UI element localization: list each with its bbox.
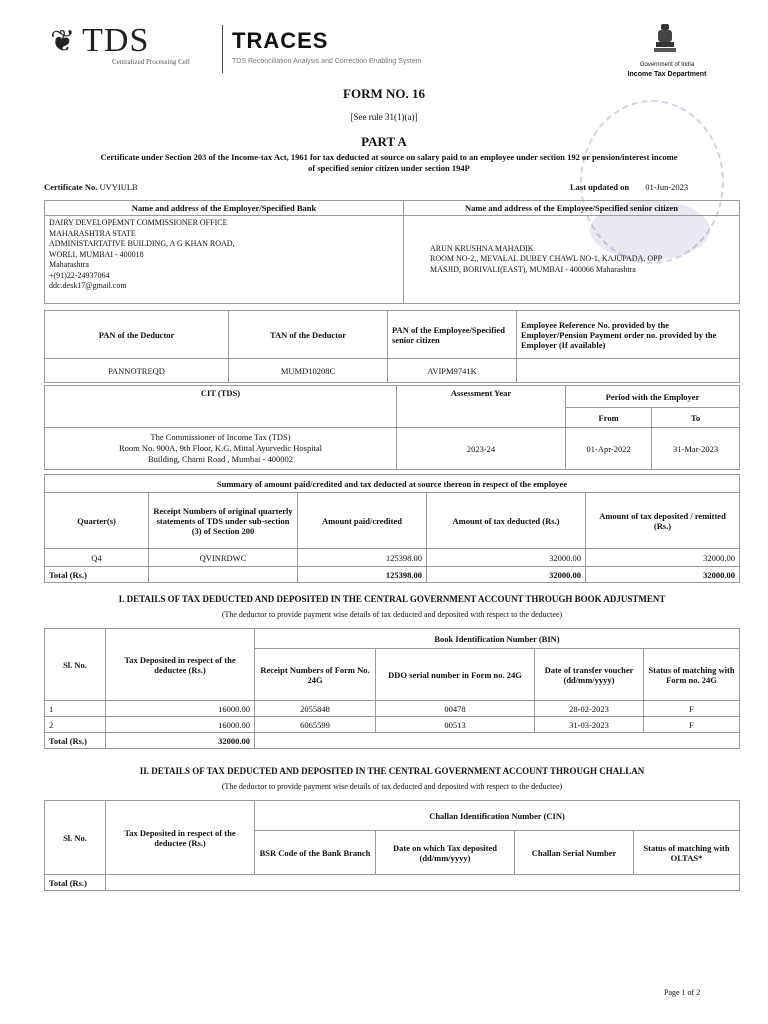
- cin-total-label: Total (Rs.): [45, 875, 106, 891]
- certificate-no-value: UVYIULB: [99, 182, 138, 192]
- total-row: [45, 875, 740, 891]
- tax-deposited-value: 32000.00: [586, 549, 740, 567]
- total-label: Total (Rs.): [45, 567, 149, 583]
- cin-header: Challan Identification Number (CIN): [255, 801, 740, 831]
- quarter-value: Q4: [45, 549, 149, 567]
- employer-line: ddc.desk17@gmail.com: [49, 281, 127, 290]
- cit-line: Room No. 900A, 9th Floor, K.G. Mittal Ayurvedic Hospital: [118, 443, 323, 453]
- part-a-title: PART A: [361, 134, 407, 149]
- certificate-line-2: of specified senior citizen under section 194P: [308, 163, 470, 173]
- assessment-year-header: Assessment Year: [397, 386, 566, 428]
- cin-total-empty: [106, 875, 740, 891]
- bin-header: Book Identification Number (BIN): [255, 629, 740, 649]
- emblem-icon: [652, 22, 678, 56]
- tax-deducted-header: Amount of tax deducted (Rs.): [427, 493, 586, 549]
- summary-table: [44, 474, 740, 583]
- last-updated: [570, 182, 688, 192]
- tds-logo-subtitle: Centralized Processing Cell: [112, 58, 190, 66]
- bin-status: F: [644, 701, 740, 717]
- cit-line: Building, Charni Road , Mumbai - 400002: [148, 454, 293, 464]
- form-rule: [See rule 31(1)(a)]: [350, 112, 418, 122]
- employer-line: +(91)22-24937064: [49, 270, 110, 280]
- employer-line: MAHARASHTRA STATE: [49, 228, 136, 238]
- total-deposited: 32000.00: [586, 567, 740, 583]
- cin-slno-header: Sl. No.: [45, 801, 106, 875]
- quarter-header: Quarter(s): [45, 493, 149, 549]
- bin-tax: 16000.00: [106, 701, 255, 717]
- cin-status-header: Status of matching with OLTAS*: [634, 831, 740, 875]
- section2-subtitle: (The deductor to provide payment wise details of tax deducted and deposited with respect to the deductee): [221, 782, 563, 791]
- cin-tax-header: Tax Deposited in respect of the deductee (Rs.): [106, 801, 255, 875]
- receipt-header: Receipt Numbers of original quarterly statements of TDS under sub-section (3) of Section 200: [149, 493, 298, 549]
- receipt-value: QVINRDWC: [149, 549, 298, 567]
- page-number: Page 1 of 2: [664, 988, 701, 997]
- tds-logo: [50, 22, 149, 60]
- employee-line: MASJID, BORIVALI(EAST), MUMBAI - 400066 Maharashtra: [430, 264, 636, 274]
- traces-subtitle: TDS Reconciliation Analysis and Correction Enabling System: [232, 58, 422, 65]
- employee-line: ARUN KRUSHNA MAHADIK: [430, 243, 534, 253]
- bin-slno: 1: [45, 701, 106, 717]
- bin-slno: 2: [45, 717, 106, 733]
- bin-total-label: Total (Rs.): [45, 733, 106, 749]
- tax-deposited-header: Amount of tax deposited / remitted (Rs.): [586, 493, 740, 549]
- employee-header: Name and address of the Employee/Specified senior citizen: [404, 201, 740, 216]
- period-to-value: 31-Mar-2023: [652, 428, 740, 470]
- pan-employee-header: PAN of the Employee/Specified senior citizen: [388, 311, 517, 359]
- cin-bsr-header: BSR Code of the Bank Branch: [255, 831, 376, 875]
- certificate-heading: [44, 152, 734, 174]
- pan-table: [44, 310, 740, 383]
- header-divider: [222, 25, 223, 73]
- total-row: [45, 733, 740, 749]
- income-tax-dept-text: Income Tax Department: [627, 71, 707, 78]
- amount-paid-header: Amount paid/credited: [298, 493, 427, 549]
- period-header: Period with the Employer: [566, 386, 740, 408]
- book-adjustment-table: [44, 628, 740, 749]
- period-from-value: 01-Apr-2022: [566, 428, 652, 470]
- cit-line: The Commissioner of Income Tax (TDS): [150, 432, 291, 442]
- last-updated-value: 01-Jun-2023: [645, 182, 689, 192]
- employer-employee-table: [44, 200, 740, 304]
- employer-address: [45, 216, 404, 304]
- assessment-year-value: 2023-24: [397, 428, 566, 470]
- total-deducted: 32000.00: [427, 567, 586, 583]
- table-row: [45, 549, 740, 567]
- total-amount: 125398.00: [298, 567, 427, 583]
- employee-line: ROOM NO-2,, MEVALAL DUBEY CHAWL NO-1, KAJUPADA, OPP: [430, 254, 663, 264]
- bin-ddo-header: DDO serial number in Form no. 24G: [376, 649, 535, 701]
- pan-employee-value: AVIPM9741K: [388, 359, 517, 383]
- bin-total-empty: [255, 733, 740, 749]
- cit-header: CIT (TDS): [45, 386, 397, 428]
- tan-deductor-header: TAN of the Deductor: [229, 311, 388, 359]
- bin-tax: 16000.00: [106, 717, 255, 733]
- section1-subtitle: (The deductor to provide payment wise details of tax deducted and deposited with respect to the deductee): [221, 610, 563, 619]
- table-row: [45, 701, 740, 717]
- bin-receipt: 6065599: [255, 717, 376, 733]
- last-updated-label: Last updated on: [570, 182, 630, 192]
- total-receipt-cell: [149, 567, 298, 583]
- employee-ref-value: [517, 359, 740, 383]
- tds-logo-icon: ❦: [50, 25, 77, 58]
- certificate-no-label: Certificate No.: [44, 182, 98, 192]
- summary-title: Summary of amount paid/credited and tax deducted at source thereon in respect of the employee: [45, 475, 740, 493]
- cin-serial-header: Challan Serial Number: [515, 831, 634, 875]
- bin-date: 31-03-2023: [535, 717, 644, 733]
- form-title: FORM NO. 16: [343, 86, 425, 101]
- bin-slno-header: Sl. No.: [45, 629, 106, 701]
- bin-status: F: [644, 717, 740, 733]
- employer-line: Maharashtra: [49, 260, 89, 269]
- tan-deductor-value: MUMD10208C: [229, 359, 388, 383]
- challan-table: [44, 800, 740, 891]
- total-row: [45, 567, 740, 583]
- pan-deductor-value: PANNOTREQD: [45, 359, 229, 383]
- employer-header: Name and address of the Employer/Specified Bank: [45, 201, 404, 216]
- bin-date: 28-02-2023: [535, 701, 644, 717]
- tax-deducted-value: 32000.00: [427, 549, 586, 567]
- cin-date-header: Date on which Tax deposited (dd/mm/yyyy): [376, 831, 515, 875]
- traces-title: TRACES: [232, 28, 329, 53]
- certificate-line-1: Certificate under Section 203 of the Income-tax Act, 1961 for tax deducted at source on salary paid to an employee under section 192 or pension/interest income: [100, 152, 678, 162]
- employer-line: ADMINISTARTATIVE BUILDING, A G KHAN ROAD,: [49, 239, 235, 248]
- bin-tax-header: Tax Deposited in respect of the deductee (Rs.): [106, 629, 255, 701]
- section1-title: I. DETAILS OF TAX DEDUCTED AND DEPOSITED IN THE CENTRAL GOVERNMENT ACCOUNT THROUGH BOOK ADJUSTMENT: [118, 594, 666, 604]
- employee-ref-header: Employee Reference No. provided by the Employer/Pension Payment order no. provided by the Employer (If available): [517, 311, 740, 359]
- period-to-header: To: [652, 408, 740, 428]
- cit-address: [45, 428, 397, 470]
- pan-deductor-header: PAN of the Deductor: [45, 311, 229, 359]
- bin-status-header: Status of matching with Form no. 24G: [644, 649, 740, 701]
- bin-date-header: Date of transfer voucher (dd/mm/yyyy): [535, 649, 644, 701]
- bin-ddo: 00513: [376, 717, 535, 733]
- bin-receipt-header: Receipt Numbers of Form No. 24G: [255, 649, 376, 701]
- section2-title: II. DETAILS OF TAX DEDUCTED AND DEPOSITED IN THE CENTRAL GOVERNMENT ACCOUNT THROUGH CHALLAN: [139, 766, 645, 776]
- table-row: [45, 717, 740, 733]
- employee-address: [404, 216, 740, 304]
- period-from-header: From: [566, 408, 652, 428]
- bin-total-tax: 32000.00: [106, 733, 255, 749]
- employer-line: WORLI, MUMBAI - 400018: [49, 249, 144, 259]
- bin-receipt: 2055848: [255, 701, 376, 717]
- tds-logo-text: TDS: [82, 22, 150, 59]
- gov-india-text: Government of India: [639, 62, 695, 68]
- bin-ddo: 00478: [376, 701, 535, 717]
- certificate-no: [44, 182, 138, 192]
- amount-paid-value: 125398.00: [298, 549, 427, 567]
- cit-table: [44, 385, 740, 470]
- employer-line: DAIRY DEVELOPEMNT COMMISSIONER OFFICE: [49, 218, 228, 227]
